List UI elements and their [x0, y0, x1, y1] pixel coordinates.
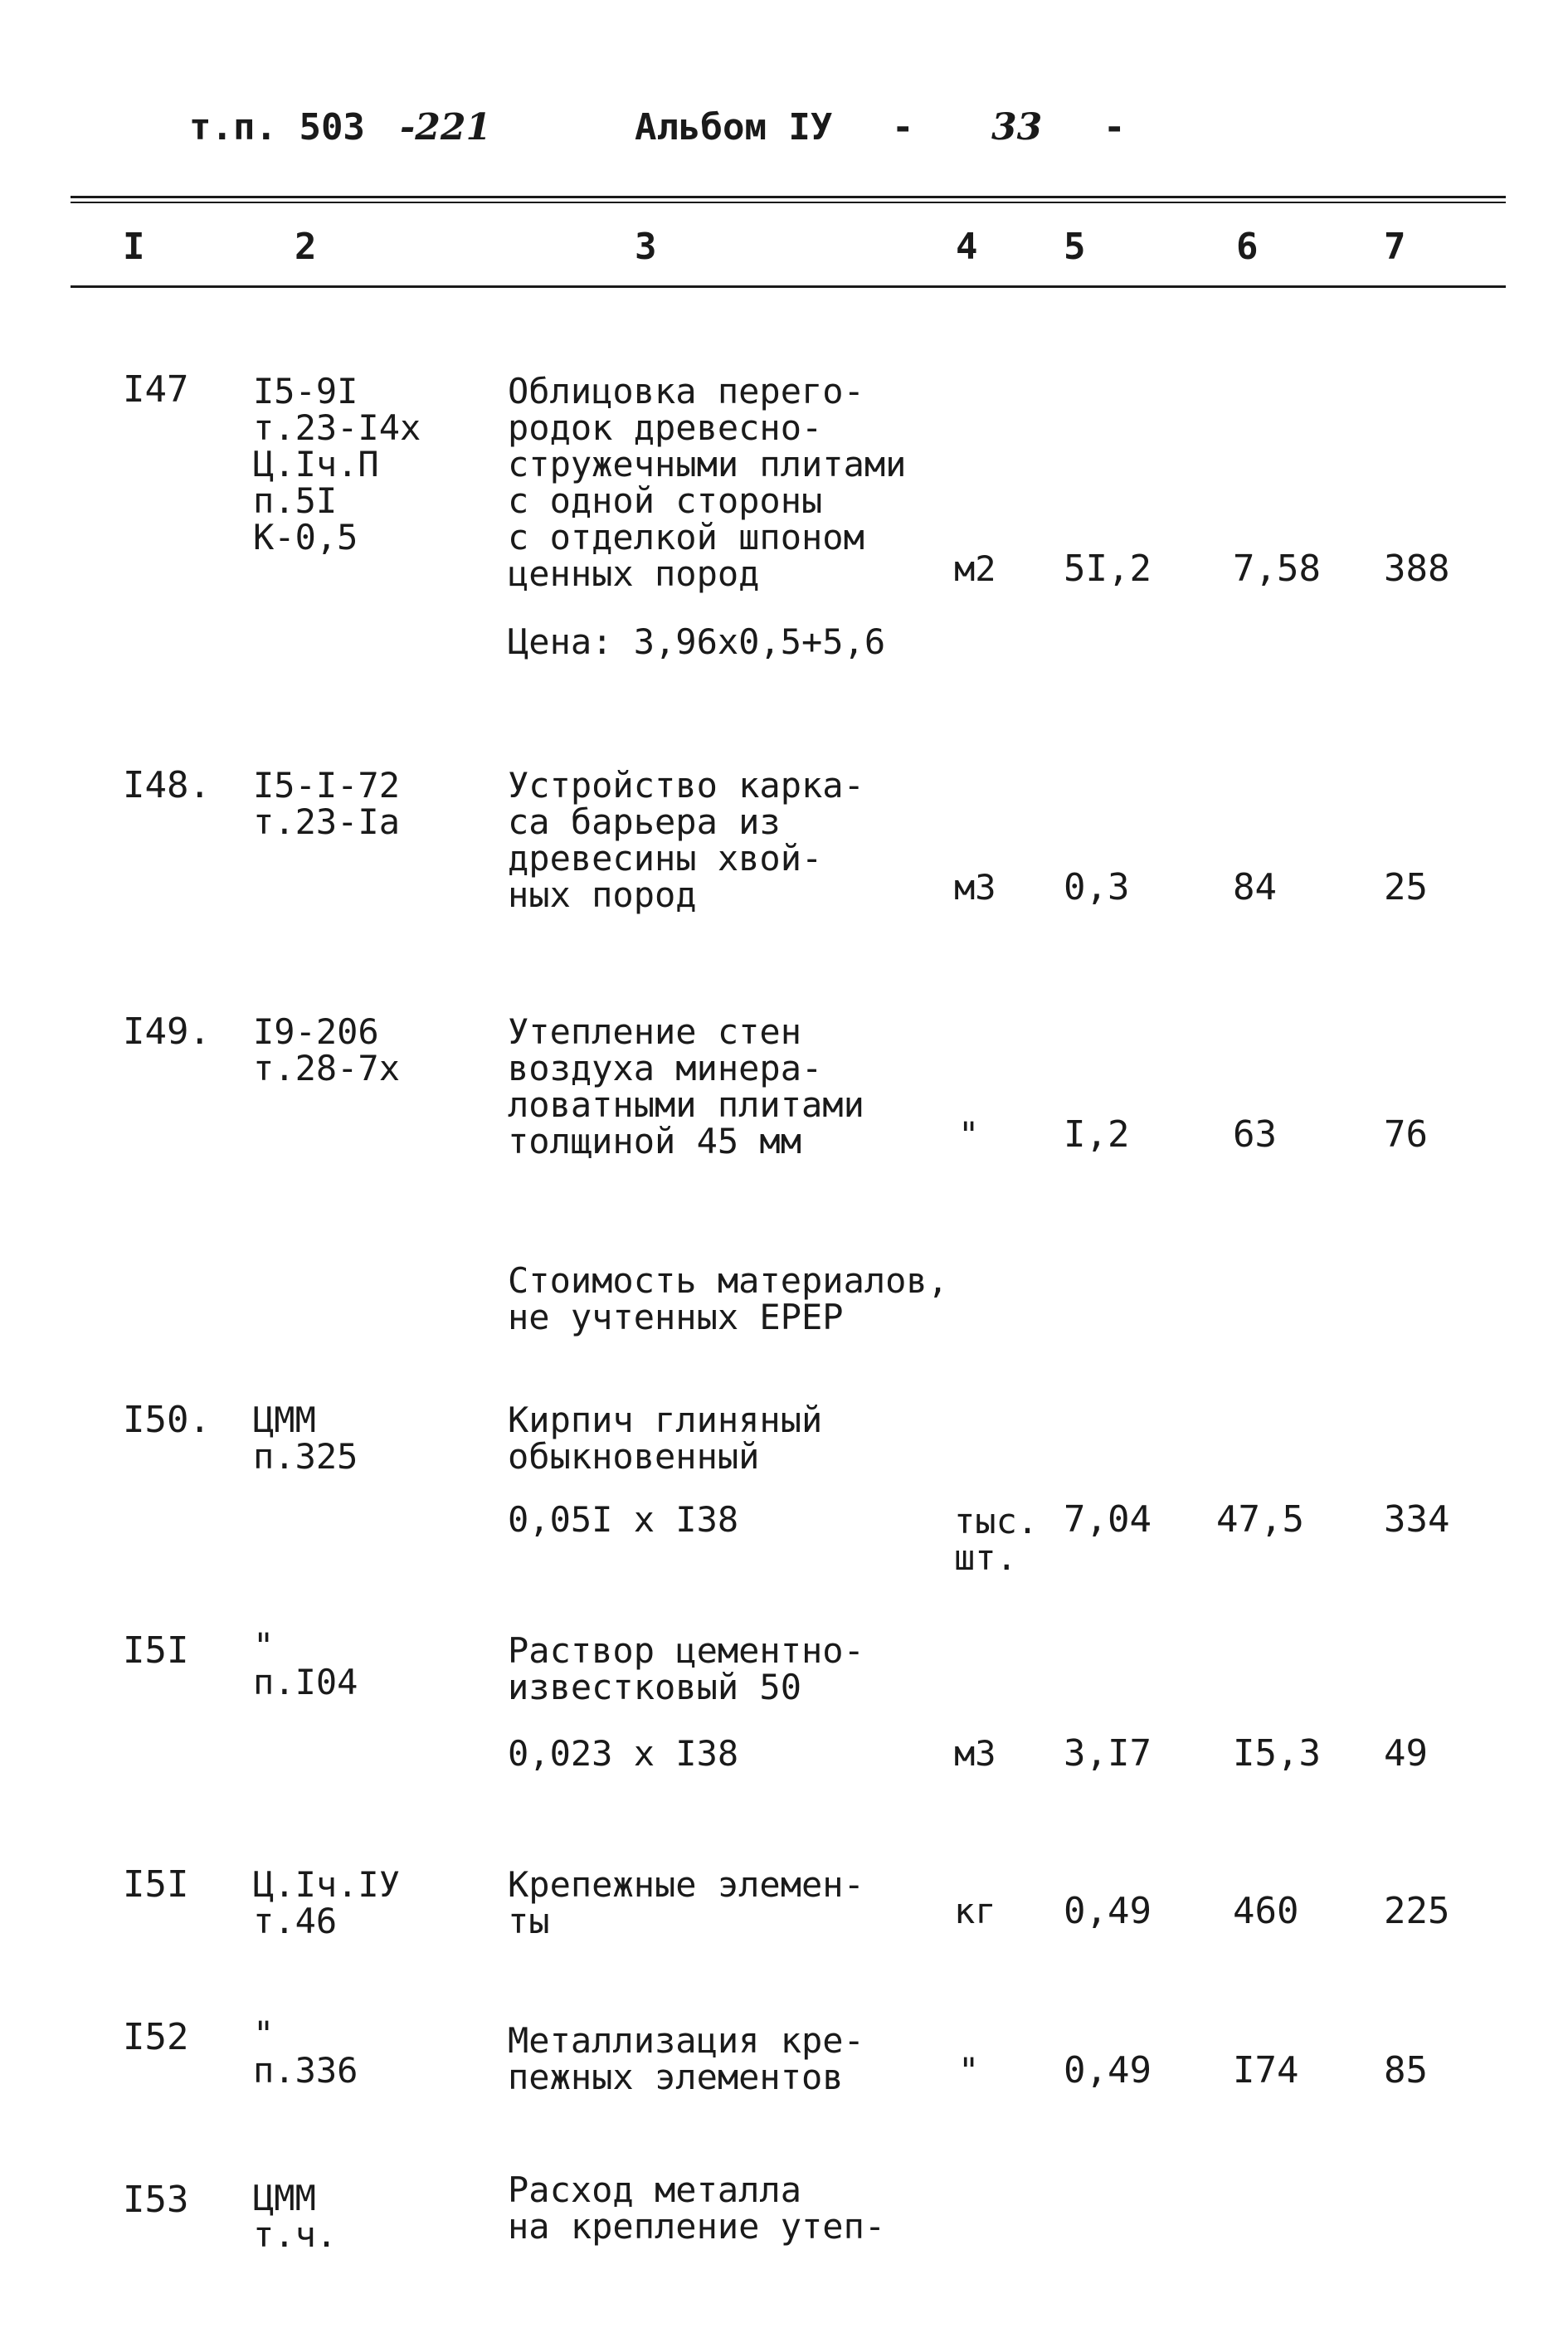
- unit-price: 84: [1233, 866, 1277, 908]
- row-number: I5I: [123, 1629, 189, 1672]
- price-formula: 0,05I х I38: [508, 1499, 739, 1540]
- unit-price: 7,58: [1233, 548, 1321, 590]
- page-number: 33: [991, 106, 1043, 149]
- table-top-rule: [71, 202, 1506, 203]
- column-header: 5: [1064, 226, 1086, 268]
- total-cost: 334: [1384, 1498, 1450, 1541]
- quantity: 0,49: [1064, 2049, 1152, 2091]
- doc-reference: т.п. 503: [189, 106, 365, 149]
- norm-code: ЦММ п.325: [253, 1400, 358, 1477]
- row-number: I47: [123, 368, 189, 411]
- unit-price: 47,5: [1216, 1498, 1304, 1541]
- total-cost: 225: [1384, 1890, 1450, 1932]
- unit: м3: [954, 867, 996, 908]
- header-dash: -: [1103, 106, 1126, 149]
- work-description: Расход металла на крепление утеп-: [508, 2169, 886, 2247]
- section-heading: Стоимость материалов, не учтенных ЕРЕР: [508, 1260, 949, 1337]
- norm-code: I9-206 т.28-7х: [253, 1011, 401, 1088]
- norm-code: " п.336: [253, 2014, 358, 2091]
- unit-price: I74: [1233, 2049, 1299, 2091]
- price-formula: Цена: 3,96х0,5+5,6: [508, 621, 886, 662]
- row-number: I5I: [123, 1863, 189, 1906]
- doc-number: -221: [400, 106, 492, 149]
- row-number: I48.: [123, 764, 211, 806]
- quantity: 0,3: [1064, 866, 1130, 908]
- unit-price: 63: [1233, 1113, 1277, 1156]
- quantity: 3,I7: [1064, 1732, 1152, 1775]
- price-formula: 0,023 х I38: [508, 1733, 739, 1774]
- norm-code: ЦММ т.ч.: [253, 2178, 338, 2255]
- quantity: 0,49: [1064, 1890, 1152, 1932]
- norm-code: " п.I04: [253, 1625, 358, 1702]
- work-description: Облицовка перего- родок древесно- стружечными плитами с одной стороны с отделкой шпоном ценных пород: [508, 371, 907, 594]
- unit-price: 460: [1233, 1890, 1299, 1932]
- column-header: 2: [295, 226, 317, 268]
- quantity: 7,04: [1064, 1498, 1152, 1541]
- row-number: I53: [123, 2179, 189, 2221]
- total-cost: 388: [1384, 548, 1450, 590]
- total-cost: 76: [1384, 1113, 1428, 1156]
- unit-price: I5,3: [1233, 1732, 1321, 1775]
- total-cost: 49: [1384, 1732, 1428, 1775]
- table-top-rule: [71, 196, 1506, 198]
- norm-code: Ц.Iч.IУ т.46: [253, 1864, 401, 1941]
- quantity: 5I,2: [1064, 548, 1152, 590]
- quantity: I,2: [1064, 1113, 1130, 1156]
- work-description: Утепление стен воздуха минера- ловатными плитами толщиной 45 мм: [508, 1011, 864, 1161]
- total-cost: 85: [1384, 2049, 1428, 2091]
- unit: м2: [954, 548, 996, 589]
- total-cost: 25: [1384, 866, 1428, 908]
- work-description: Устройство карка- са барьера из древесины хвой- ных пород: [508, 765, 864, 915]
- album-label: Альбом IУ: [635, 106, 833, 149]
- work-description: Крепежные элемен- ты: [508, 1864, 864, 1941]
- work-description: Кирпич глиняный обыкновенный: [508, 1400, 823, 1477]
- unit: ": [958, 1114, 980, 1155]
- table-header-rule: [71, 285, 1506, 288]
- row-number: I50.: [123, 1399, 211, 1441]
- column-header: I: [123, 226, 145, 268]
- column-header: 4: [956, 226, 978, 268]
- unit: ": [958, 2050, 980, 2091]
- unit: кг: [954, 1891, 996, 1931]
- column-header: 7: [1384, 226, 1406, 268]
- norm-code: I5-9I т.23-I4х Ц.Iч.П п.5I К-0,5: [253, 371, 421, 558]
- column-header: 3: [635, 226, 657, 268]
- work-description: Металлизация кре- пежных элементов: [508, 2020, 864, 2097]
- work-description: Раствор цементно- известковый 50: [508, 1630, 864, 1707]
- header-dash: -: [892, 106, 914, 149]
- column-header: 6: [1236, 226, 1259, 268]
- unit: м3: [954, 1733, 996, 1774]
- norm-code: I5-I-72 т.23-Iа: [253, 765, 401, 842]
- row-number: I52: [123, 2016, 189, 2058]
- unit: тыс. шт.: [954, 1501, 1039, 1578]
- row-number: I49.: [123, 1010, 211, 1053]
